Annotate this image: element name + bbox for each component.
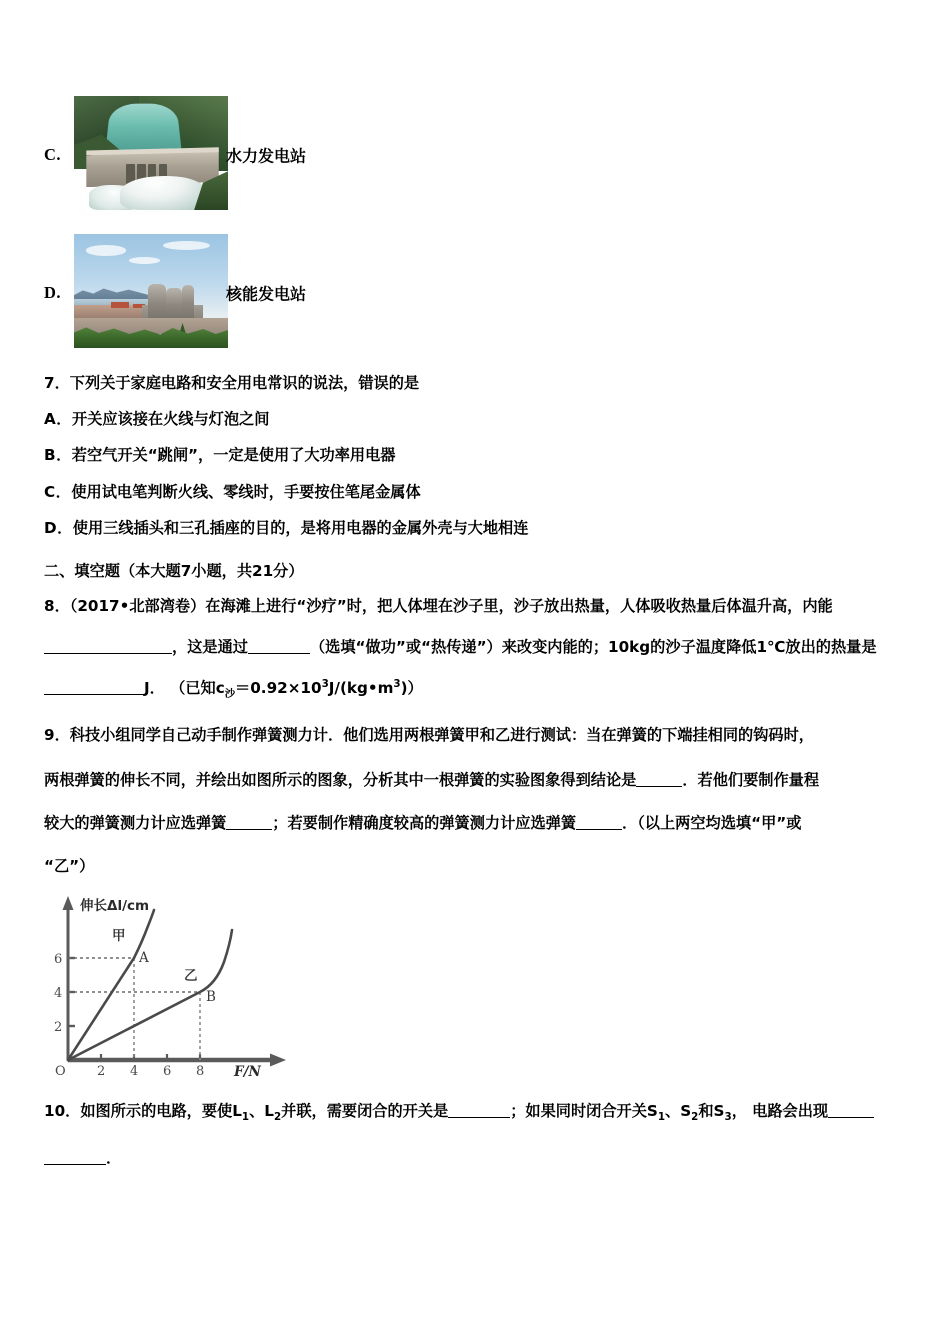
question-7-option-c	[44, 482, 906, 501]
question-10-text-e: 、S	[665, 1102, 692, 1121]
question-10-text-d: ；如果同时闭合开关S	[510, 1102, 658, 1121]
option-caption-c: 水力发电站	[226, 146, 307, 166]
question-7-option-d	[44, 518, 906, 537]
answer-blank[interactable]	[248, 653, 310, 654]
option-a-text: 开关应该接在火线与灯泡之间	[71, 410, 270, 429]
question-10-period: ．	[106, 1149, 122, 1168]
switch-3-subscript: 3	[724, 1111, 732, 1124]
question-7-stem: 7．下列关于家庭电路和安全用电常识的说法，错误的是	[44, 374, 420, 392]
question-8-text-a: ，这是通过	[172, 638, 248, 657]
lamp-1-subscript: 1	[241, 1111, 250, 1124]
question-8-c-subscript: 沙	[224, 688, 236, 701]
option-b-label: B．	[44, 446, 72, 465]
question-8-given-open: （已知c	[170, 679, 225, 698]
option-c-text: 使用试电笔判断火线、零线时，手要按住笔尾金属体	[71, 482, 421, 501]
question-10-text-f: 和S	[698, 1102, 725, 1121]
y-tick-label-2: 2	[54, 1020, 63, 1036]
option-b-text: 若空气开关“跳闸”，一定是使用了大功率用电器	[71, 446, 396, 465]
question-8-line-3	[44, 677, 906, 700]
x-axis-arrow	[270, 1054, 286, 1067]
answer-blank[interactable]	[44, 1164, 106, 1165]
question-8-exponent-2: 3	[393, 677, 401, 690]
question-7-option-a	[44, 412, 906, 427]
question-8-unit-part: J/(kg•m	[328, 679, 394, 698]
question-9-text-d: ；若要制作精确度较高的弹簧测力计应选弹簧	[272, 814, 576, 833]
lamp-2-subscript: 2	[273, 1111, 282, 1124]
question-9-text-a: 两根弹簧的伸长不同，并绘出如图所示的图象，分析其中一根弹簧的实验图象得到结论是	[44, 771, 637, 790]
question-10-text-c: 并联，需要闭合的开关是	[281, 1102, 449, 1121]
option-c-label: C．	[44, 482, 72, 501]
answer-blank[interactable]	[448, 1117, 510, 1118]
series-label-yi: 乙	[184, 968, 198, 985]
question-7-option-b	[44, 448, 906, 463]
question-9-line-4: “乙”）	[44, 857, 95, 876]
question-8-line-2	[44, 636, 906, 657]
question-9-text-e: ．（以上两空均选填“甲”或	[622, 814, 802, 833]
x-axis-label: F/N	[234, 1064, 261, 1079]
section-heading-fill-in-blank: 二、填空题（本大题7小题，共21分）	[44, 562, 304, 581]
y-axis-label: 伸长Δl/cm	[80, 898, 150, 915]
point-label-b: B	[206, 989, 216, 1006]
option-d-label: D．	[44, 518, 73, 537]
option-d-text: 使用三线插头和三孔插座的目的，是将用电器的金属外壳与大地相连	[72, 518, 529, 537]
nuclear-power-plant-photo	[74, 234, 228, 348]
x-tick-label-2: 2	[97, 1064, 106, 1079]
question-10-line-1	[44, 1100, 906, 1123]
x-tick-label-6: 6	[163, 1064, 172, 1079]
origin-label: O	[55, 1064, 66, 1079]
question-8-line-1: 8．（2017•北部湾卷）在海滩上进行“沙疗”时，把人体埋在沙子里，沙子放出热量，人体吸收热量后体温升高，内能	[44, 597, 833, 616]
question-8-given-close: )）	[400, 679, 423, 698]
option-row-d	[44, 234, 906, 352]
answer-blank[interactable]	[828, 1117, 874, 1118]
switch-2-subscript: 2	[691, 1111, 699, 1124]
hydroelectric-dam-photo	[74, 96, 228, 210]
x-tick-label-8: 8	[196, 1064, 205, 1079]
answer-blank[interactable]	[636, 786, 682, 787]
option-letter-d: D.	[44, 283, 62, 302]
option-caption-d: 核能发电站	[226, 284, 307, 304]
question-9-line-2	[44, 769, 906, 790]
series-label-jia: 甲	[112, 928, 126, 945]
question-10-text-a: 10．如图所示的电路，要使L	[44, 1102, 242, 1121]
answer-blank[interactable]	[226, 829, 272, 830]
question-8-text-b: （选填“做功”或“热传递”）来改变内能的；10kg的沙子温度降低1℃放出的热量是	[309, 638, 877, 657]
y-tick-label-4: 4	[54, 986, 63, 1002]
option-a-label: A．	[44, 410, 72, 429]
answer-blank[interactable]	[44, 694, 144, 695]
switch-1-subscript: 1	[657, 1111, 666, 1124]
answer-blank[interactable]	[44, 653, 172, 654]
question-8-unit: J．	[144, 679, 165, 698]
point-label-a: A	[139, 950, 149, 967]
page-content	[44, 0, 906, 1168]
answer-blank[interactable]	[576, 829, 622, 830]
y-tick-label-6: 6	[54, 952, 63, 968]
option-letter-c: C.	[44, 145, 62, 164]
question-10-line-2	[44, 1147, 906, 1168]
question-8-exponent: 3	[321, 677, 329, 690]
option-row-c	[44, 96, 906, 214]
spring-extension-force-graph	[38, 888, 298, 1078]
question-9-text-c: 较大的弹簧测力计应选弹簧	[44, 814, 227, 833]
question-9-text-b: ．若他们要制作量程	[682, 771, 819, 790]
question-10-text-b: 、L	[249, 1102, 274, 1121]
x-tick-label-4: 4	[130, 1064, 139, 1079]
graph-svg	[38, 888, 298, 1078]
question-10-text-g: ， 电路会出现	[731, 1102, 829, 1121]
question-9-line-1: 9．科技小组同学自己动手制作弹簧测力计．他们选用两根弹簧甲和乙进行测试：当在弹簧的下端挂相同的钩码时，	[44, 726, 814, 745]
y-axis-arrow	[63, 896, 74, 910]
question-8-given-value: ＝0.92×10	[235, 679, 322, 698]
question-9-line-3	[44, 812, 906, 833]
